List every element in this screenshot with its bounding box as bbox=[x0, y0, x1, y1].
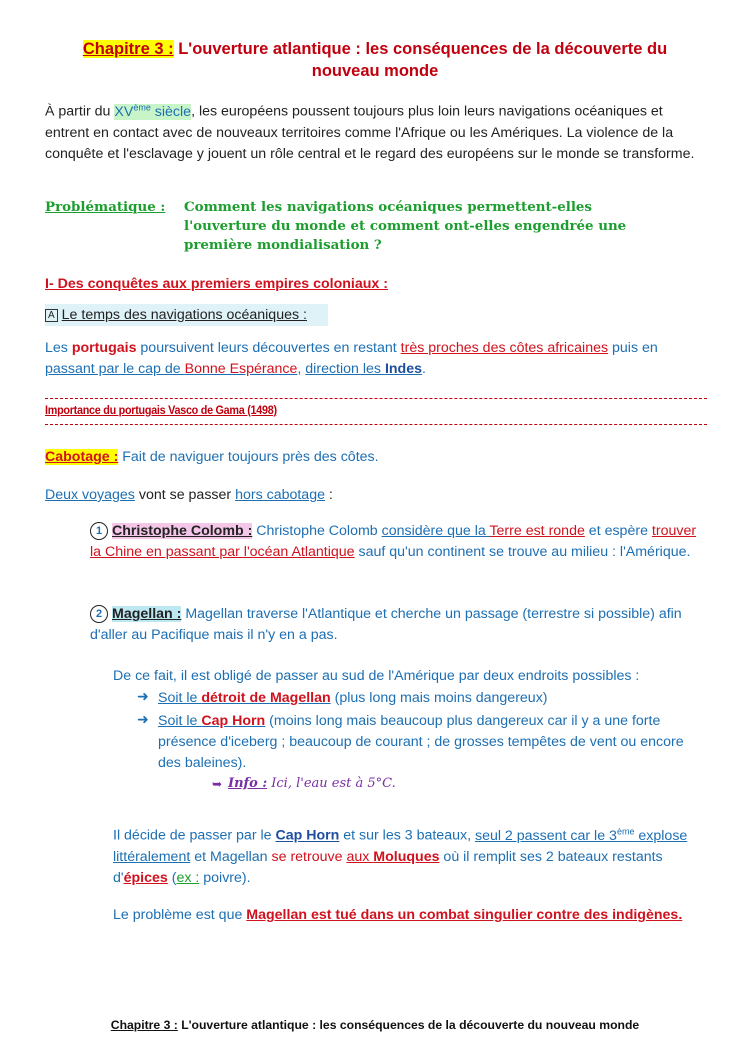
text: passant par le cap de bbox=[45, 361, 185, 377]
number-circle: 2 bbox=[90, 605, 108, 623]
sup: ème bbox=[616, 826, 635, 836]
text: où il remplit ses 2 bateaux restants d' bbox=[113, 848, 663, 886]
moluques: Moluques bbox=[373, 848, 440, 865]
vasco-note: Importance du portugais Vasco de Gama (1498) bbox=[45, 403, 277, 417]
text: direction les bbox=[305, 361, 385, 377]
title-line2: nouveau monde bbox=[311, 62, 439, 80]
text: Soit le bbox=[158, 713, 202, 729]
text: seul 2 passent car le 3 bbox=[474, 827, 617, 844]
title-line1: L'ouverture atlantique : les conséquences de la découverte du bbox=[173, 40, 668, 58]
hors-cabotage: hors cabotage bbox=[235, 487, 325, 503]
detroit-magellan: détroit de Magellan bbox=[201, 690, 331, 706]
text: (moins long mais beaucoup plus dangereux car il y a une forte présence d'iceberg ; beaucoup de courant ; de grosses tempêtes de vent ou encore des baleines). bbox=[158, 713, 684, 771]
divider bbox=[45, 398, 707, 399]
text: . bbox=[422, 361, 426, 377]
text: Soit le bbox=[158, 690, 202, 706]
soit-phrase bbox=[158, 713, 265, 729]
text: (plus long mais moins dangereux) bbox=[330, 690, 548, 706]
problematique-label-text: Problématique : bbox=[45, 199, 166, 215]
subsection-heading bbox=[45, 304, 328, 326]
info-label: Info : bbox=[228, 776, 268, 791]
aux-moluques bbox=[346, 849, 439, 865]
subsection-label: Le temps des navigations océaniques : bbox=[61, 307, 307, 323]
text: Il décide de passer par le bbox=[113, 827, 276, 844]
text: Magellan traverse l'Atlantique et cherche un passage (terrestre si possible) afin d'aller au Pacifique mais il n'y en a pas. bbox=[90, 606, 682, 643]
cap-phrase bbox=[45, 361, 297, 377]
century-sup: ème bbox=[133, 102, 151, 112]
text: , bbox=[297, 361, 306, 377]
option-detroit bbox=[158, 688, 708, 709]
cabotage-definition bbox=[45, 447, 379, 468]
ex-label: ex : bbox=[176, 869, 200, 886]
terre-ronde: Terre est ronde bbox=[489, 523, 585, 539]
century: XV bbox=[114, 103, 134, 120]
arrow-icon: ➜ bbox=[137, 711, 149, 727]
text: poursuivent leurs découvertes en restant bbox=[136, 340, 401, 356]
text: se retrouve bbox=[271, 848, 347, 865]
colomb-item bbox=[90, 521, 708, 563]
mort-paragraph bbox=[113, 905, 708, 926]
voyages-intro bbox=[45, 485, 333, 506]
page-title bbox=[40, 38, 710, 82]
section-heading: I- Des conquêtes aux premiers empires coloniaux : bbox=[45, 276, 388, 292]
deux-voyages: Deux voyages bbox=[45, 487, 135, 503]
text: et espère bbox=[584, 523, 652, 539]
text: puis en bbox=[608, 340, 658, 356]
info-note bbox=[228, 776, 396, 791]
soit-phrase bbox=[158, 690, 331, 706]
cap-horn: Cap Horn bbox=[275, 827, 340, 844]
indes: Indes bbox=[384, 361, 423, 377]
century-highlight bbox=[114, 104, 191, 120]
text: Les bbox=[45, 340, 72, 356]
text: et sur les 3 bateaux, bbox=[339, 827, 475, 844]
text: Christophe Colomb bbox=[252, 523, 382, 539]
century-word: siècle bbox=[150, 103, 192, 120]
arrow-icon: ➜ bbox=[137, 688, 149, 704]
text: aux bbox=[346, 848, 374, 865]
intro-text-b: , les européens poussent toujours plus loin leurs navigations océaniques et entrent en contact avec de nouveaux territoires comme l'Afrique ou les Amériques. La violence de la conquête et l'esclavage y jouent un rôle central et le regard des européens sur le monde se transforme. bbox=[45, 103, 695, 162]
text: poivre). bbox=[199, 869, 251, 886]
footer-text: L'ouverture atlantique : les conséquences de la découverte du nouveau monde bbox=[177, 1018, 640, 1032]
magellan-item bbox=[90, 604, 708, 646]
epices: épices bbox=[123, 869, 168, 886]
text: Le problème est que bbox=[113, 907, 247, 923]
colomb-name: Christophe Colomb : bbox=[112, 523, 253, 539]
page-footer bbox=[40, 1018, 710, 1032]
divider bbox=[45, 424, 707, 425]
problematique-question: Comment les navigations océaniques permettent-elles l'ouverture du monde et comment ont-elles engendrée une première mondialisation ? bbox=[184, 199, 627, 253]
subsection-letter: A bbox=[45, 309, 58, 322]
portugais-paragraph bbox=[45, 338, 707, 380]
chine: trouver la Chine en passant par l'océan Atlantique bbox=[90, 523, 697, 560]
option-cap-horn bbox=[158, 711, 708, 774]
number-circle: 1 bbox=[90, 522, 108, 540]
text: et Magellan bbox=[190, 848, 272, 865]
cabotage-label: Cabotage : bbox=[45, 449, 119, 465]
text: sauf qu'un continent se trouve au milieu : l'Amérique. bbox=[354, 544, 691, 560]
text: explose littéralement bbox=[113, 827, 688, 865]
chapter-label: Chapitre 3 : bbox=[82, 40, 174, 58]
cap-horn: Cap Horn bbox=[201, 713, 266, 729]
problematique-label bbox=[45, 198, 165, 217]
direction-phrase bbox=[305, 361, 422, 377]
cotes-africaines: très proches des côtes africaines bbox=[400, 340, 609, 356]
info-text: Ici, l'eau est à 5°C. bbox=[267, 776, 396, 791]
cap-horn-paragraph bbox=[113, 821, 708, 889]
bonne-esperance: Bonne Espérance bbox=[184, 361, 298, 377]
intro-text: À partir du bbox=[45, 103, 115, 120]
magellan-mort: Magellan est tué dans un combat singulier contre des indigènes. bbox=[246, 907, 683, 923]
magellan-name: Magellan : bbox=[112, 606, 182, 622]
defait-text: De ce fait, il est obligé de passer au sud de l'Amérique par deux endroits possibles : bbox=[113, 668, 640, 684]
text: : bbox=[324, 487, 333, 503]
portugais-word: portugais bbox=[71, 340, 137, 356]
considere: considère que la bbox=[381, 523, 490, 539]
footer-chapter: Chapitre 3 : bbox=[110, 1018, 178, 1032]
text: vont se passer bbox=[134, 487, 236, 503]
arrow-icon: ➥ bbox=[212, 777, 223, 791]
text: ( bbox=[167, 869, 177, 886]
cabotage-text: Fait de naviguer toujours près des côtes. bbox=[118, 449, 379, 465]
intro-paragraph bbox=[45, 97, 707, 165]
